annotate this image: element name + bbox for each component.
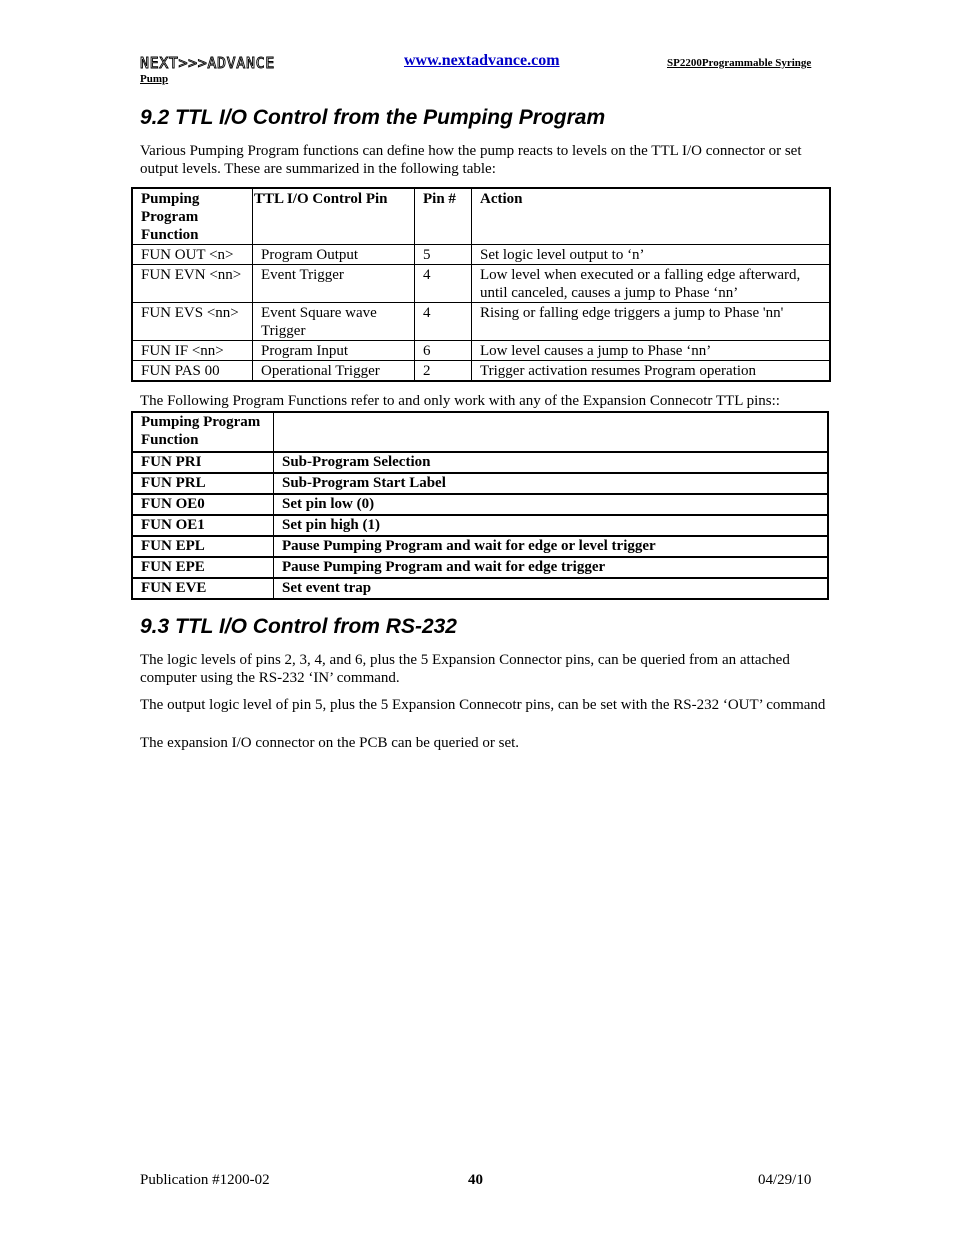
table-cell: 4 — [415, 303, 472, 341]
column-header: TTL I/O Control Pin — [253, 188, 415, 245]
table-row — [132, 515, 828, 536]
table-cell: Sub-Program Selection — [274, 452, 829, 473]
table-row — [132, 361, 830, 382]
table-cell: FUN PAS 00 — [132, 361, 253, 382]
column-header: Pumping Program Function — [132, 412, 274, 452]
header-product-title: SP2200Programmable Syringe — [667, 57, 812, 69]
header-website-link[interactable]: www.nextadvance.com — [404, 52, 560, 69]
table-cell: Pause Pumping Program and wait for edge trigger — [274, 557, 829, 578]
section-heading-9-3: 9.3 TTL I/O Control from RS-232 — [140, 615, 457, 638]
table-row — [132, 452, 828, 473]
intro-paragraph: Various Pumping Program functions can define how the pump reacts to levels on the TTL I/O connector or set output levels. These are summarized in the following table: — [140, 143, 802, 177]
table-cell: FUN PRI — [132, 452, 274, 473]
table-row — [132, 303, 830, 341]
section-heading-9-2: 9.2 TTL I/O Control from the Pumping Program — [140, 106, 606, 129]
table-cell: Low level when executed or a falling edge afterward, until canceled, causes a jump to Phase ‘nn’ — [472, 265, 831, 303]
table-cell: Operational Trigger — [253, 361, 415, 382]
table-cell: Trigger activation resumes Program operation — [472, 361, 831, 382]
rs232-paragraph-1: The logic levels of pins 2, 3, 4, and 6, plus the 5 Expansion Connector pins, can be queried from an attached computer using the RS-232 ‘IN’ command. — [140, 652, 790, 686]
table-cell: Set event trap — [274, 578, 829, 599]
header-product-title-cont: Pump — [140, 73, 169, 85]
rs232-paragraph-3: The expansion I/O connector on the PCB can be queried or set. — [140, 735, 520, 751]
table-cell: Event Square wave Trigger — [253, 303, 415, 341]
column-header: Pin # — [415, 188, 472, 245]
column-header: Pumping Program Function — [132, 188, 253, 245]
table-cell: Event Trigger — [253, 265, 415, 303]
table-row — [132, 265, 830, 303]
table-cell: 6 — [415, 341, 472, 361]
company-logo — [140, 55, 332, 71]
table-cell: FUN OUT <n> — [132, 245, 253, 265]
table-cell: Pause Pumping Program and wait for edge or level trigger — [274, 536, 829, 557]
ttl-functions-table — [131, 187, 831, 382]
table-cell: Program Output — [253, 245, 415, 265]
table-cell: 5 — [415, 245, 472, 265]
table-row — [132, 494, 828, 515]
table-row — [132, 578, 828, 599]
expansion-intro-paragraph: The Following Program Functions refer to and only work with any of the Expansion Connecotr TTL pins:: — [140, 393, 780, 409]
table-row — [132, 341, 830, 361]
column-header: Action — [472, 188, 831, 245]
logo-wordmark: NEXT>>>ADVANCE — [140, 55, 275, 71]
table-cell: FUN IF <nn> — [132, 341, 253, 361]
table-cell: Low level causes a jump to Phase ‘nn’ — [472, 341, 831, 361]
table-row — [132, 536, 828, 557]
table-cell: FUN OE0 — [132, 494, 274, 515]
table-cell: Set logic level output to ‘n’ — [472, 245, 831, 265]
footer-date: 04/29/10 — [758, 1172, 812, 1188]
table-cell: FUN EVS <nn> — [132, 303, 253, 341]
expansion-functions-table — [131, 411, 829, 600]
table-cell: FUN EPE — [132, 557, 274, 578]
footer-page-number: 40 — [468, 1172, 483, 1188]
table-cell: Rising or falling edge triggers a jump to Phase 'nn' — [472, 303, 831, 341]
table-cell: Set pin high (1) — [274, 515, 829, 536]
table-cell: 4 — [415, 265, 472, 303]
footer-publication: Publication #1200-02 — [140, 1172, 270, 1188]
table-cell: FUN PRL — [132, 473, 274, 494]
table-cell: FUN EPL — [132, 536, 274, 557]
table-cell: 2 — [415, 361, 472, 382]
table-header-row — [132, 412, 828, 452]
table-cell: FUN OE1 — [132, 515, 274, 536]
table-header-row — [132, 188, 830, 245]
table-row — [132, 557, 828, 578]
column-header — [274, 412, 829, 452]
rs232-paragraph-2: The output logic level of pin 5, plus the 5 Expansion Connecotr pins, can be set with the RS-232 ‘OUT’ command — [140, 697, 826, 713]
table-cell: FUN EVE — [132, 578, 274, 599]
table-cell: Sub-Program Start Label — [274, 473, 829, 494]
table-cell: Set pin low (0) — [274, 494, 829, 515]
table-cell: FUN EVN <nn> — [132, 265, 253, 303]
table-row — [132, 473, 828, 494]
table-cell: Program Input — [253, 341, 415, 361]
table-row — [132, 245, 830, 265]
